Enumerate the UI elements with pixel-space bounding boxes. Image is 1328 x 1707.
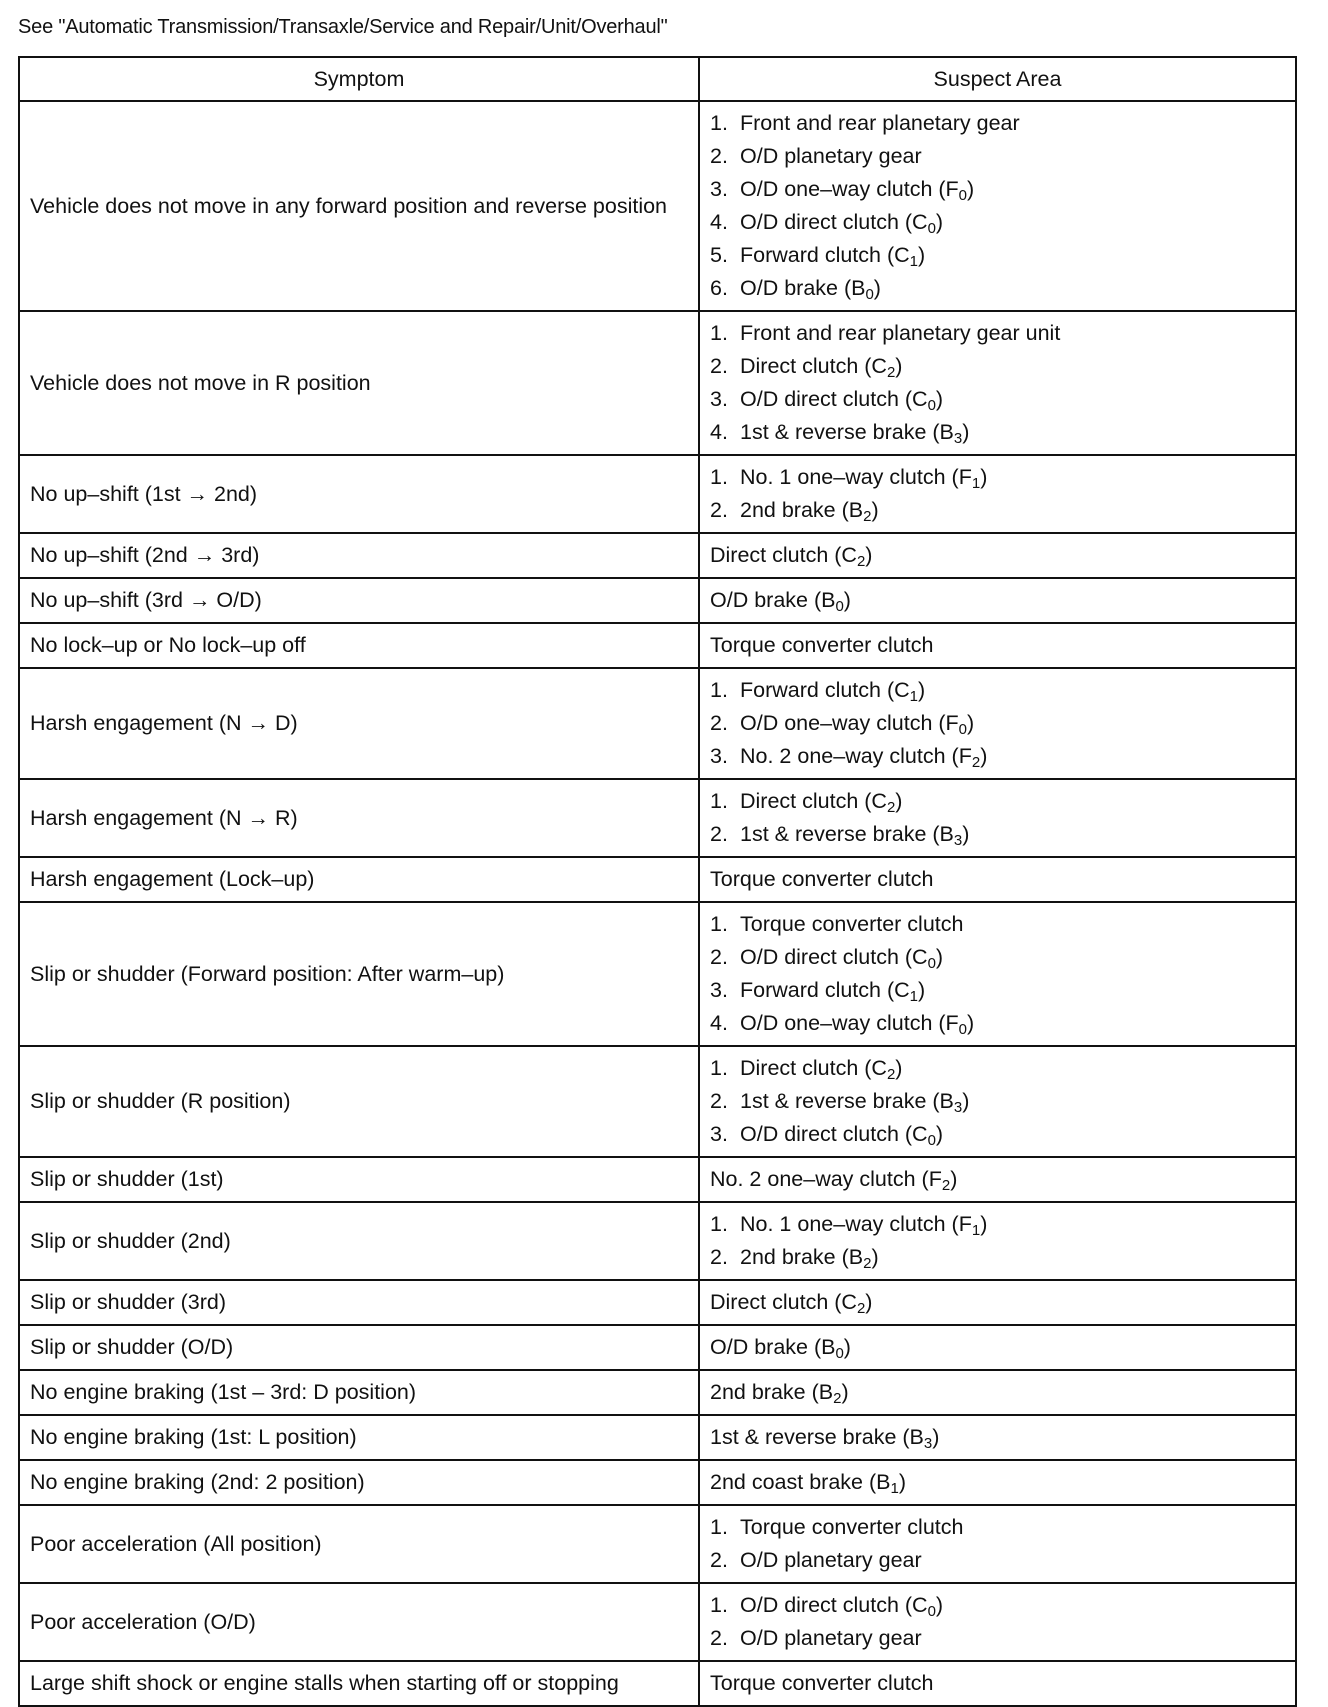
suspect-item — [710, 1376, 1285, 1409]
closing-paren: ) — [841, 1380, 849, 1404]
table-row — [19, 857, 1296, 902]
item-text: Forward clutch (C — [740, 243, 910, 267]
item-number: 1. — [710, 789, 728, 813]
item-text: Front and rear planetary gear unit — [740, 321, 1061, 345]
item-subscript: 2 — [941, 1177, 951, 1194]
suspect-item — [710, 539, 1285, 572]
suspect-item — [710, 1007, 1285, 1040]
symptom-cell: Poor acceleration (All position) — [19, 1505, 699, 1583]
item-number: 1. — [710, 1593, 728, 1617]
closing-paren: ) — [843, 588, 851, 612]
item-number: 1. — [710, 321, 728, 345]
item-text: 2nd coast brake (B — [710, 1470, 891, 1494]
suspect-area-cell — [699, 1046, 1296, 1157]
symptom-cell: Large shift shock or engine stalls when starting off or stopping — [19, 1661, 699, 1706]
item-subscript: 0 — [958, 1021, 968, 1038]
item-subscript: 0 — [958, 187, 968, 204]
suspect-item — [710, 674, 1285, 707]
suspect-item — [710, 1286, 1285, 1319]
table-row — [19, 311, 1296, 455]
suspect-area-cell — [699, 779, 1296, 857]
symptom-cell: Slip or shudder (2nd) — [19, 1202, 699, 1280]
suspect-area-cell — [699, 1661, 1296, 1706]
item-text: Direct clutch (C — [710, 543, 857, 567]
closing-paren: ) — [918, 678, 926, 702]
item-subscript: 2 — [863, 1255, 872, 1272]
item-text: Torque converter clutch — [710, 633, 934, 657]
suspect-item — [710, 272, 1285, 305]
closing-paren: ) — [962, 420, 970, 444]
closing-paren: ) — [967, 711, 975, 735]
item-number: 1. — [710, 465, 728, 489]
symptom-cell: Slip or shudder (O/D) — [19, 1325, 699, 1370]
item-subscript: 1 — [890, 1480, 899, 1497]
item-text: Torque converter clutch — [710, 867, 934, 891]
closing-paren: ) — [918, 978, 926, 1002]
suspect-item — [710, 1622, 1285, 1655]
symptom-cell: No engine braking (2nd: 2 position) — [19, 1460, 699, 1505]
suspect-item — [710, 629, 1285, 662]
suspect-item — [710, 707, 1285, 740]
item-number: 1. — [710, 678, 728, 702]
suspect-item — [710, 140, 1285, 173]
item-subscript: 2 — [856, 553, 866, 570]
item-number: 2. — [710, 144, 728, 168]
troubleshooting-table — [18, 56, 1297, 1707]
symptom-cell: Slip or shudder (1st) — [19, 1157, 699, 1202]
table-header-row — [19, 57, 1296, 101]
symptom-cell: Poor acceleration (O/D) — [19, 1583, 699, 1661]
table-row — [19, 1583, 1296, 1661]
suspect-item — [710, 1421, 1285, 1454]
closing-paren: ) — [935, 1593, 944, 1617]
closing-paren: ) — [918, 243, 926, 267]
suspect-item — [710, 1163, 1285, 1196]
item-text: O/D one–way clutch (F — [740, 177, 959, 201]
suspect-area-cell — [699, 1460, 1296, 1505]
suspect-item — [710, 941, 1285, 974]
table-row — [19, 1280, 1296, 1325]
item-text: 1st & reverse brake (B — [740, 420, 954, 444]
suspect-item — [710, 1544, 1285, 1577]
suspect-item — [710, 974, 1285, 1007]
closing-paren: ) — [935, 945, 944, 969]
suspect-area-cell — [699, 668, 1296, 779]
item-number: 1. — [710, 1056, 728, 1080]
item-text: O/D brake (B — [710, 588, 836, 612]
item-text: O/D one–way clutch (F — [740, 1011, 959, 1035]
item-subscript: 2 — [863, 508, 872, 525]
table-row — [19, 1661, 1296, 1706]
suspect-item — [710, 584, 1285, 617]
table-row — [19, 533, 1296, 578]
table-row — [19, 1505, 1296, 1583]
suspect-area-cell — [699, 623, 1296, 668]
table-row — [19, 1370, 1296, 1415]
item-subscript: 3 — [953, 430, 963, 447]
item-subscript: 2 — [971, 754, 981, 771]
closing-paren: ) — [935, 210, 944, 234]
item-text: No. 1 one–way clutch (F — [740, 465, 972, 489]
closing-paren: ) — [935, 387, 944, 411]
suspect-item — [710, 1331, 1285, 1364]
table-row — [19, 1046, 1296, 1157]
symptom-cell: Harsh engagement (N → D) — [19, 668, 699, 779]
item-number: 3. — [710, 978, 728, 1002]
symptom-cell: No engine braking (1st: L position) — [19, 1415, 699, 1460]
table-row — [19, 1460, 1296, 1505]
item-text: 1st & reverse brake (B — [740, 822, 954, 846]
table-row — [19, 779, 1296, 857]
item-text: Direct clutch (C — [740, 789, 887, 813]
item-number: 2. — [710, 354, 728, 378]
closing-paren: ) — [962, 822, 970, 846]
item-number: 6. — [710, 276, 728, 300]
item-number: 2. — [710, 1626, 728, 1650]
item-text: Direct clutch (C — [710, 1290, 857, 1314]
closing-paren: ) — [935, 1122, 944, 1146]
closing-paren: ) — [967, 1011, 975, 1035]
symptom-cell: Slip or shudder (Forward position: After warm–up) — [19, 902, 699, 1046]
suspect-item — [710, 818, 1285, 851]
suspect-item — [710, 1241, 1285, 1274]
symptom-cell: Slip or shudder (R position) — [19, 1046, 699, 1157]
item-number: 1. — [710, 1212, 728, 1236]
suspect-area-cell — [699, 1583, 1296, 1661]
item-text: 2nd brake (B — [740, 1245, 864, 1269]
suspect-item — [710, 494, 1285, 527]
column-header-symptom: Symptom — [19, 57, 699, 101]
item-text: Torque converter clutch — [740, 912, 964, 936]
item-number: 1. — [710, 912, 728, 936]
symptom-cell: Slip or shudder (3rd) — [19, 1280, 699, 1325]
symptom-cell: Harsh engagement (N → R) — [19, 779, 699, 857]
item-number: 3. — [710, 177, 728, 201]
item-text: O/D direct clutch (C — [740, 1593, 928, 1617]
item-text: O/D direct clutch (C — [740, 387, 928, 411]
item-subscript: 0 — [958, 721, 968, 738]
closing-paren: ) — [980, 744, 988, 768]
suspect-area-cell — [699, 533, 1296, 578]
item-number: 2. — [710, 711, 728, 735]
closing-paren: ) — [895, 1056, 903, 1080]
item-subscript: 3 — [923, 1435, 933, 1452]
item-text: O/D direct clutch (C — [740, 945, 928, 969]
suspect-item — [710, 1208, 1285, 1241]
item-text: Torque converter clutch — [710, 1671, 934, 1695]
item-text: O/D direct clutch (C — [740, 210, 928, 234]
item-subscript: 1 — [909, 688, 918, 705]
item-subscript: 0 — [927, 397, 936, 414]
table-row — [19, 1157, 1296, 1202]
suspect-item — [710, 1511, 1285, 1544]
closing-paren: ) — [871, 498, 879, 522]
suspect-item — [710, 908, 1285, 941]
item-subscript: 2 — [886, 364, 896, 381]
suspect-area-cell — [699, 857, 1296, 902]
item-subscript: 0 — [835, 1345, 844, 1362]
suspect-item — [710, 1052, 1285, 1085]
table-row — [19, 101, 1296, 311]
item-subscript: 0 — [927, 220, 936, 237]
suspect-area-cell — [699, 1370, 1296, 1415]
symptom-cell: No engine braking (1st – 3rd: D position) — [19, 1370, 699, 1415]
item-number: 3. — [710, 744, 728, 768]
closing-paren: ) — [980, 465, 988, 489]
closing-paren: ) — [843, 1335, 851, 1359]
item-subscript: 1 — [971, 1222, 981, 1239]
item-text: O/D direct clutch (C — [740, 1122, 928, 1146]
suspect-item — [710, 1118, 1285, 1151]
item-text: Forward clutch (C — [740, 678, 910, 702]
table-row — [19, 578, 1296, 623]
item-text: O/D planetary gear — [740, 144, 922, 168]
item-number: 2. — [710, 945, 728, 969]
item-text: Forward clutch (C — [740, 978, 910, 1002]
suspect-item — [710, 173, 1285, 206]
item-number: 4. — [710, 420, 728, 444]
item-number: 2. — [710, 1548, 728, 1572]
closing-paren: ) — [865, 543, 873, 567]
closing-paren: ) — [895, 789, 903, 813]
item-subscript: 0 — [865, 286, 874, 303]
item-subscript: 1 — [909, 253, 918, 270]
closing-paren: ) — [865, 1290, 873, 1314]
closing-paren: ) — [898, 1470, 906, 1494]
item-number: 3. — [710, 387, 728, 411]
item-number: 3. — [710, 1122, 728, 1146]
item-text: Front and rear planetary gear — [740, 111, 1020, 135]
table-body — [19, 101, 1296, 1706]
suspect-area-cell — [699, 311, 1296, 455]
suspect-area-cell — [699, 1325, 1296, 1370]
table-row — [19, 668, 1296, 779]
suspect-area-cell — [699, 902, 1296, 1046]
item-subscript: 3 — [953, 832, 963, 849]
suspect-item — [710, 383, 1285, 416]
item-subscript: 2 — [833, 1390, 842, 1407]
item-subscript: 2 — [886, 799, 896, 816]
closing-paren: ) — [967, 177, 975, 201]
suspect-item — [710, 317, 1285, 350]
item-number: 2. — [710, 1089, 728, 1113]
item-number: 2. — [710, 822, 728, 846]
suspect-area-cell — [699, 1202, 1296, 1280]
suspect-item — [710, 461, 1285, 494]
suspect-area-cell — [699, 1415, 1296, 1460]
suspect-area-cell — [699, 1157, 1296, 1202]
symptom-cell: Vehicle does not move in R position — [19, 311, 699, 455]
item-text: Torque converter clutch — [740, 1515, 964, 1539]
table-row — [19, 902, 1296, 1046]
closing-paren: ) — [873, 276, 881, 300]
closing-paren: ) — [962, 1089, 970, 1113]
item-number: 4. — [710, 1011, 728, 1035]
suspect-item — [710, 350, 1285, 383]
item-subscript: 0 — [835, 598, 844, 615]
page-title: See "Automatic Transmission/Transaxle/Service and Repair/Unit/Overhaul" — [18, 16, 668, 38]
closing-paren: ) — [871, 1245, 879, 1269]
item-subscript: 0 — [927, 955, 936, 972]
item-text: O/D brake (B — [740, 276, 866, 300]
suspect-item — [710, 1466, 1285, 1499]
table-row — [19, 623, 1296, 668]
closing-paren: ) — [895, 354, 903, 378]
item-number: 5. — [710, 243, 728, 267]
item-text: O/D planetary gear — [740, 1626, 922, 1650]
item-text: 2nd brake (B — [710, 1380, 834, 1404]
suspect-item — [710, 740, 1285, 773]
item-subscript: 1 — [909, 988, 918, 1005]
suspect-area-cell — [699, 578, 1296, 623]
item-text: No. 1 one–way clutch (F — [740, 1212, 972, 1236]
item-number: 2. — [710, 498, 728, 522]
closing-paren: ) — [932, 1425, 940, 1449]
table-row — [19, 1415, 1296, 1460]
suspect-item — [710, 1085, 1285, 1118]
item-subscript: 0 — [927, 1603, 936, 1620]
suspect-area-cell — [699, 1280, 1296, 1325]
item-text: No. 2 one–way clutch (F — [740, 744, 972, 768]
suspect-area-cell — [699, 1505, 1296, 1583]
suspect-item — [710, 416, 1285, 449]
column-header-suspect-area: Suspect Area — [699, 57, 1296, 101]
suspect-item — [710, 785, 1285, 818]
item-number: 1. — [710, 111, 728, 135]
item-text: Direct clutch (C — [740, 1056, 887, 1080]
symptom-cell: No up–shift (3rd → O/D) — [19, 578, 699, 623]
item-subscript: 2 — [886, 1066, 896, 1083]
suspect-item — [710, 863, 1285, 896]
suspect-item — [710, 1589, 1285, 1622]
item-text: Direct clutch (C — [740, 354, 887, 378]
item-text: O/D planetary gear — [740, 1548, 922, 1572]
symptom-cell: Vehicle does not move in any forward position and reverse position — [19, 101, 699, 311]
item-text: 2nd brake (B — [740, 498, 864, 522]
item-number: 1. — [710, 1515, 728, 1539]
suspect-area-cell — [699, 455, 1296, 533]
closing-paren: ) — [980, 1212, 988, 1236]
closing-paren: ) — [950, 1167, 958, 1191]
item-text: 1st & reverse brake (B — [740, 1089, 954, 1113]
item-number: 4. — [710, 210, 728, 234]
table-row — [19, 1325, 1296, 1370]
symptom-cell: No lock–up or No lock–up off — [19, 623, 699, 668]
symptom-cell: No up–shift (1st → 2nd) — [19, 455, 699, 533]
symptom-cell: Harsh engagement (Lock–up) — [19, 857, 699, 902]
item-text: 1st & reverse brake (B — [710, 1425, 924, 1449]
suspect-item — [710, 239, 1285, 272]
table-row — [19, 455, 1296, 533]
suspect-item — [710, 1667, 1285, 1700]
item-subscript: 1 — [971, 475, 981, 492]
table-row — [19, 1202, 1296, 1280]
symptom-cell: No up–shift (2nd → 3rd) — [19, 533, 699, 578]
item-text: No. 2 one–way clutch (F — [710, 1167, 942, 1191]
item-subscript: 0 — [927, 1132, 936, 1149]
suspect-item — [710, 107, 1285, 140]
suspect-item — [710, 206, 1285, 239]
item-subscript: 3 — [953, 1099, 963, 1116]
item-subscript: 2 — [856, 1300, 866, 1317]
item-number: 2. — [710, 1245, 728, 1269]
item-text: O/D one–way clutch (F — [740, 711, 959, 735]
suspect-area-cell — [699, 101, 1296, 311]
item-text: O/D brake (B — [710, 1335, 836, 1359]
